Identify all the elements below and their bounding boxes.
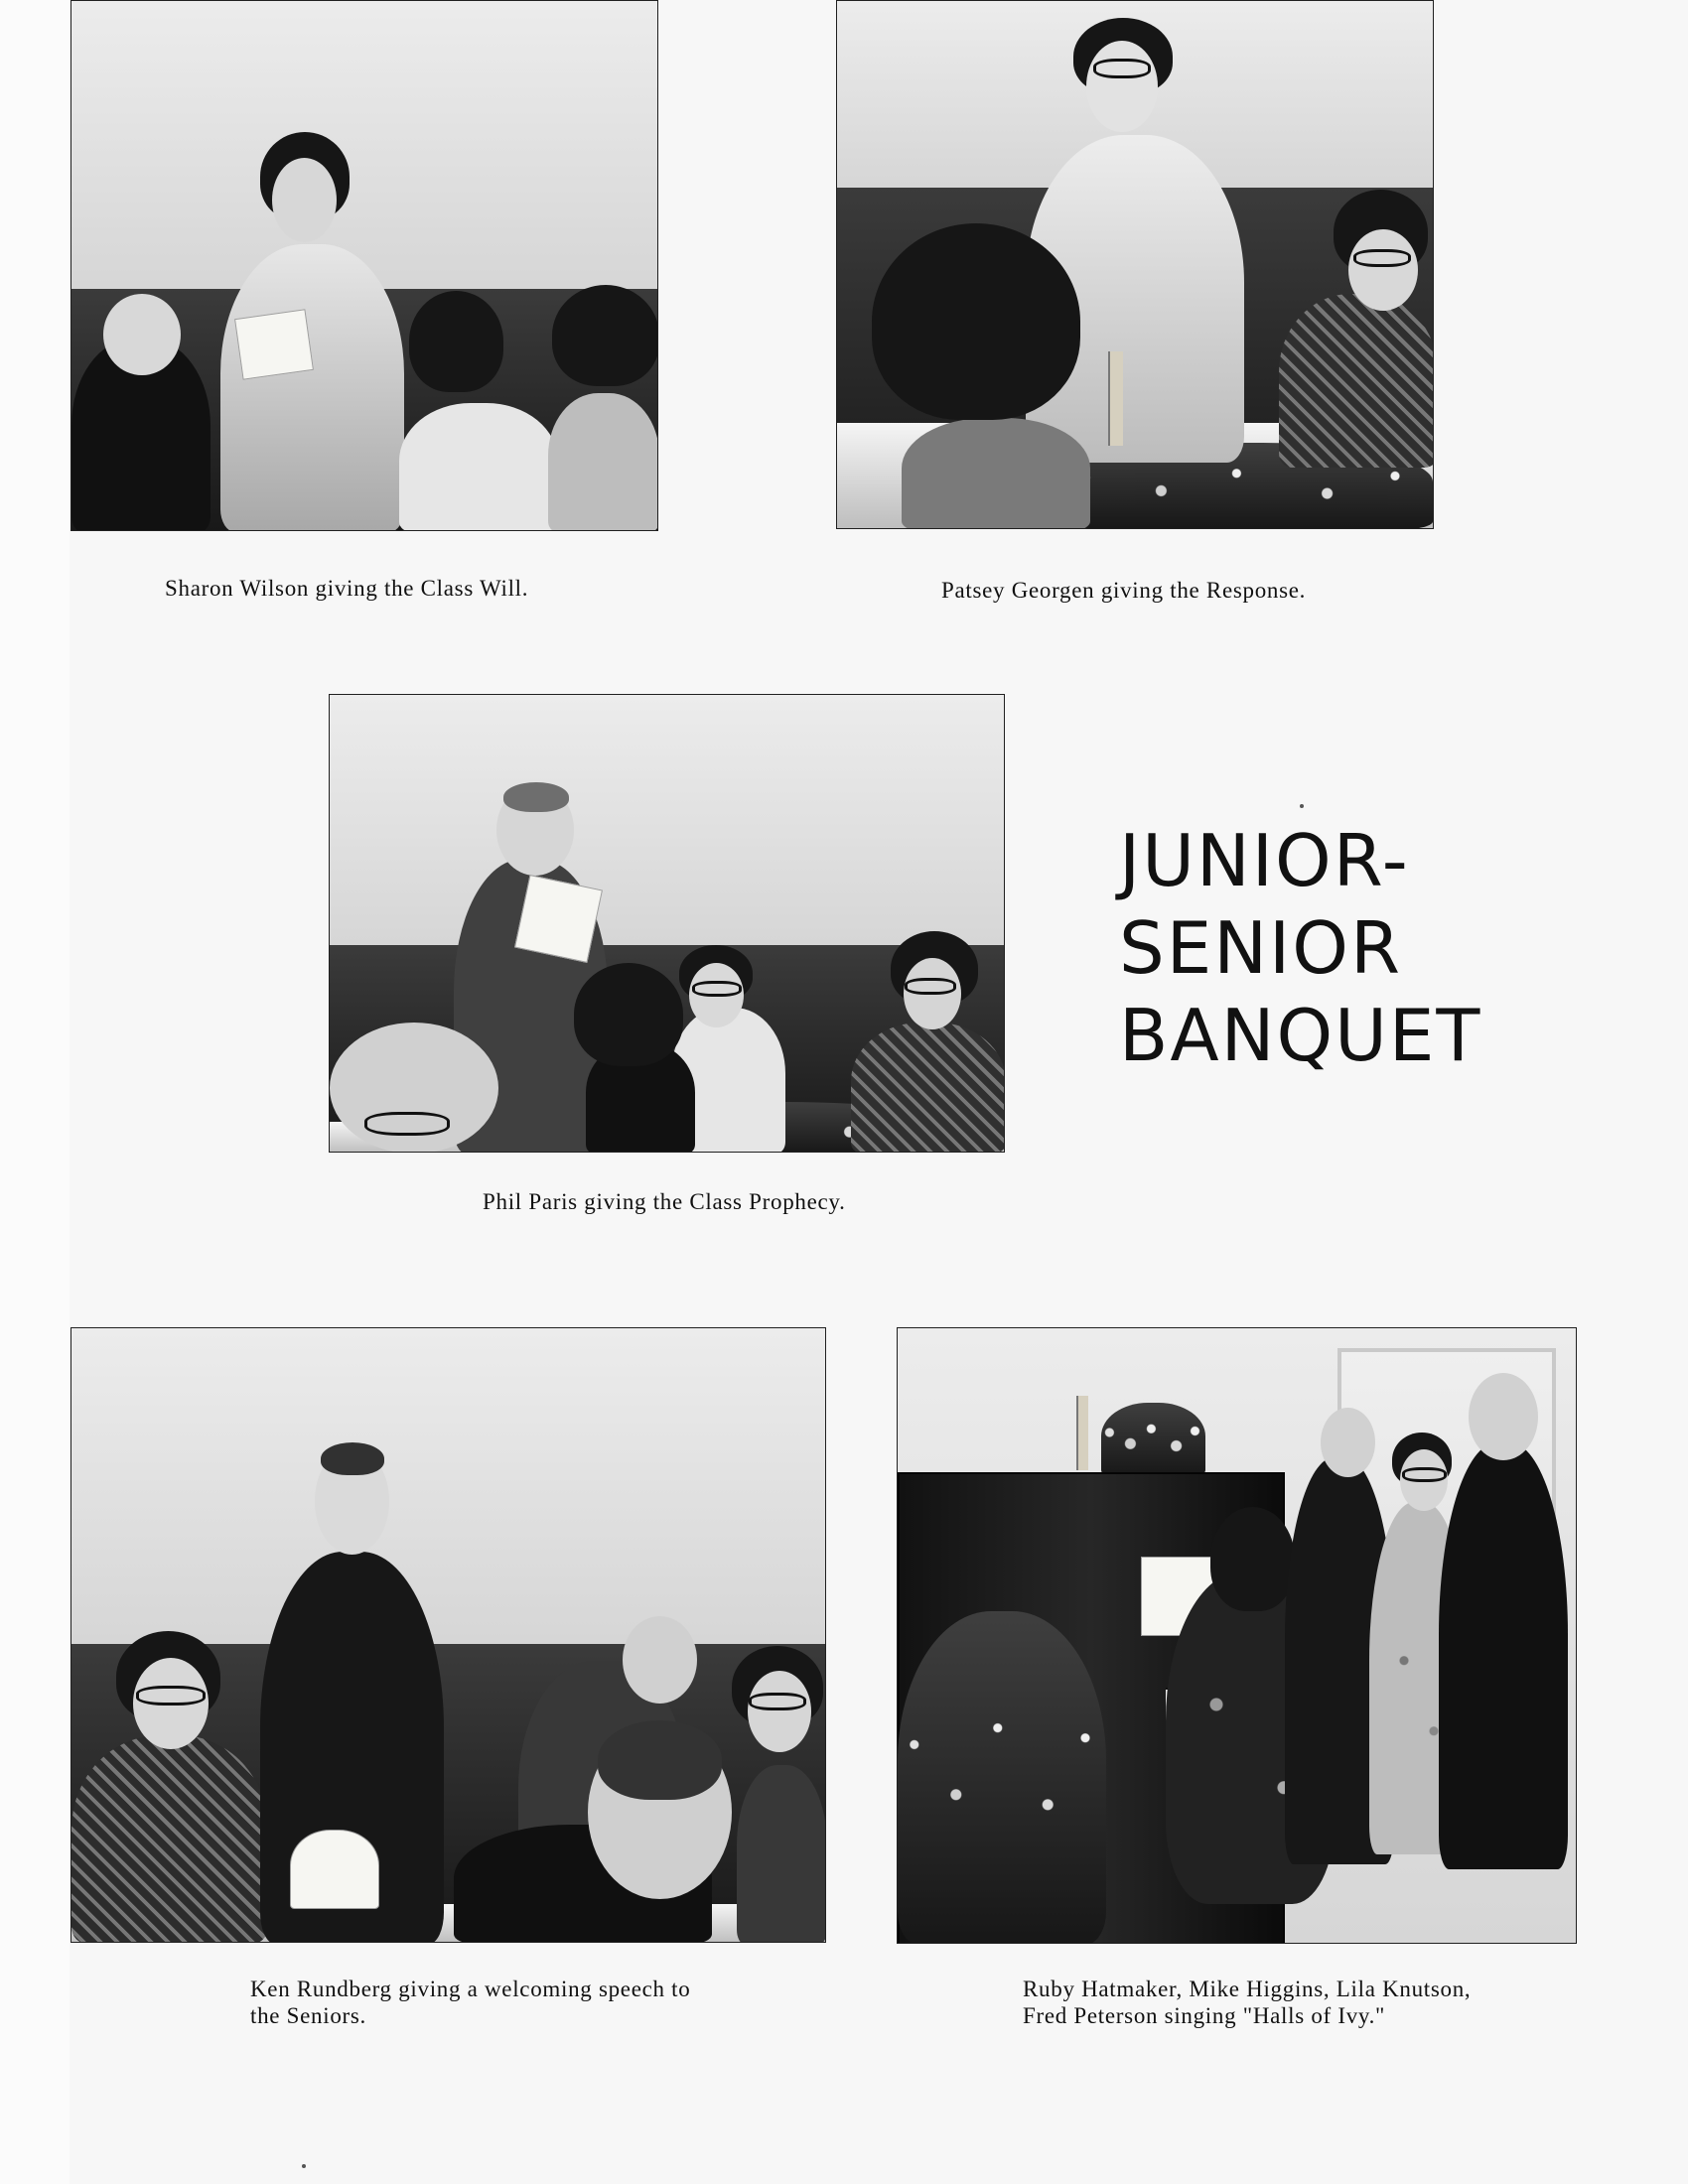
caption-phil-paris: Phil Paris giving the Class Prophecy. bbox=[483, 1189, 846, 1214]
seated-woman-right-face bbox=[1348, 229, 1418, 311]
speaker-hair bbox=[503, 782, 569, 812]
headline-line-2: SENIOR bbox=[1119, 906, 1402, 990]
print-speck-lower bbox=[302, 2164, 306, 2168]
junior-senior-banquet-heading bbox=[1119, 817, 1526, 1079]
white-chair-back bbox=[290, 1830, 379, 1909]
headline-line-1: JUNIOR- bbox=[1119, 819, 1410, 902]
seated-woman-left bbox=[71, 1735, 268, 1943]
speaker-glasses bbox=[1093, 59, 1151, 78]
seated-woman-left-glasses bbox=[136, 1686, 206, 1706]
foreground-flowers bbox=[898, 1611, 1106, 1944]
singer-mike-head bbox=[1321, 1408, 1375, 1477]
photo-ken-rundberg bbox=[70, 1327, 826, 1943]
photo-phil-paris bbox=[329, 694, 1005, 1153]
seated-woman-right bbox=[548, 393, 658, 531]
headline-line-3: BANQUET bbox=[1119, 994, 1482, 1077]
seated-woman-right-glasses bbox=[905, 978, 956, 995]
photo-patsey-georgen bbox=[836, 0, 1434, 529]
foreground-man-hair bbox=[598, 1720, 722, 1800]
seated-man-head bbox=[103, 294, 181, 375]
seated-woman-right bbox=[737, 1765, 826, 1943]
photo-background-wall bbox=[71, 1328, 825, 1644]
foreground-woman-hair bbox=[574, 963, 683, 1066]
singer-fred-suit bbox=[1439, 1442, 1568, 1869]
speech-paper bbox=[234, 309, 314, 379]
caption-sharon-wilson: Sharon Wilson giving the Class Will. bbox=[165, 576, 529, 601]
seated-woman-glasses bbox=[1353, 249, 1411, 267]
foreground-woman-left bbox=[902, 418, 1090, 529]
singer-lila-glasses bbox=[1402, 1467, 1447, 1482]
prophecy-paper bbox=[514, 875, 603, 963]
foreground-man-glasses bbox=[364, 1112, 450, 1136]
caption-patsey-georgen: Patsey Georgen giving the Response. bbox=[941, 578, 1307, 603]
seated-man-right-head bbox=[623, 1616, 697, 1704]
photo-sharon-wilson bbox=[70, 0, 658, 531]
singer-fred-head bbox=[1469, 1373, 1538, 1460]
standing-speaker-dress bbox=[220, 244, 404, 531]
print-speck bbox=[1300, 804, 1304, 808]
piano-top-flowers bbox=[1101, 1403, 1205, 1477]
speaker-face bbox=[1086, 41, 1158, 132]
foreground-woman-hair bbox=[872, 223, 1080, 420]
seated-woman-right bbox=[851, 1023, 1005, 1153]
table-candle bbox=[1108, 351, 1123, 446]
photo-background-wall bbox=[71, 1, 657, 289]
seated-woman-right bbox=[1279, 294, 1434, 468]
speaker-hair bbox=[321, 1442, 384, 1475]
speaker-face bbox=[272, 158, 337, 242]
photo-background-wall bbox=[330, 695, 1004, 945]
page-left-margin bbox=[0, 0, 70, 2184]
seated-woman-right-face bbox=[748, 1671, 811, 1752]
caption-ken-rundberg: Ken Rundberg giving a welcoming speech to the Seniors. bbox=[250, 1977, 691, 2028]
caption-halls-of-ivy: Ruby Hatmaker, Mike Higgins, Lila Knutson, Fred Peterson singing "Halls of Ivy." bbox=[1023, 1977, 1472, 2028]
piano-top-candle bbox=[1076, 1396, 1088, 1470]
seated-woman-right-glasses bbox=[749, 1693, 806, 1710]
seated-woman-right-hair bbox=[552, 285, 658, 386]
seated-woman-center-hair bbox=[409, 291, 503, 392]
photo-halls-of-ivy-singers bbox=[897, 1327, 1577, 1944]
seated-woman-center bbox=[399, 403, 558, 531]
pianist-hair bbox=[1210, 1507, 1295, 1611]
seated-woman-center-glasses bbox=[692, 981, 742, 997]
